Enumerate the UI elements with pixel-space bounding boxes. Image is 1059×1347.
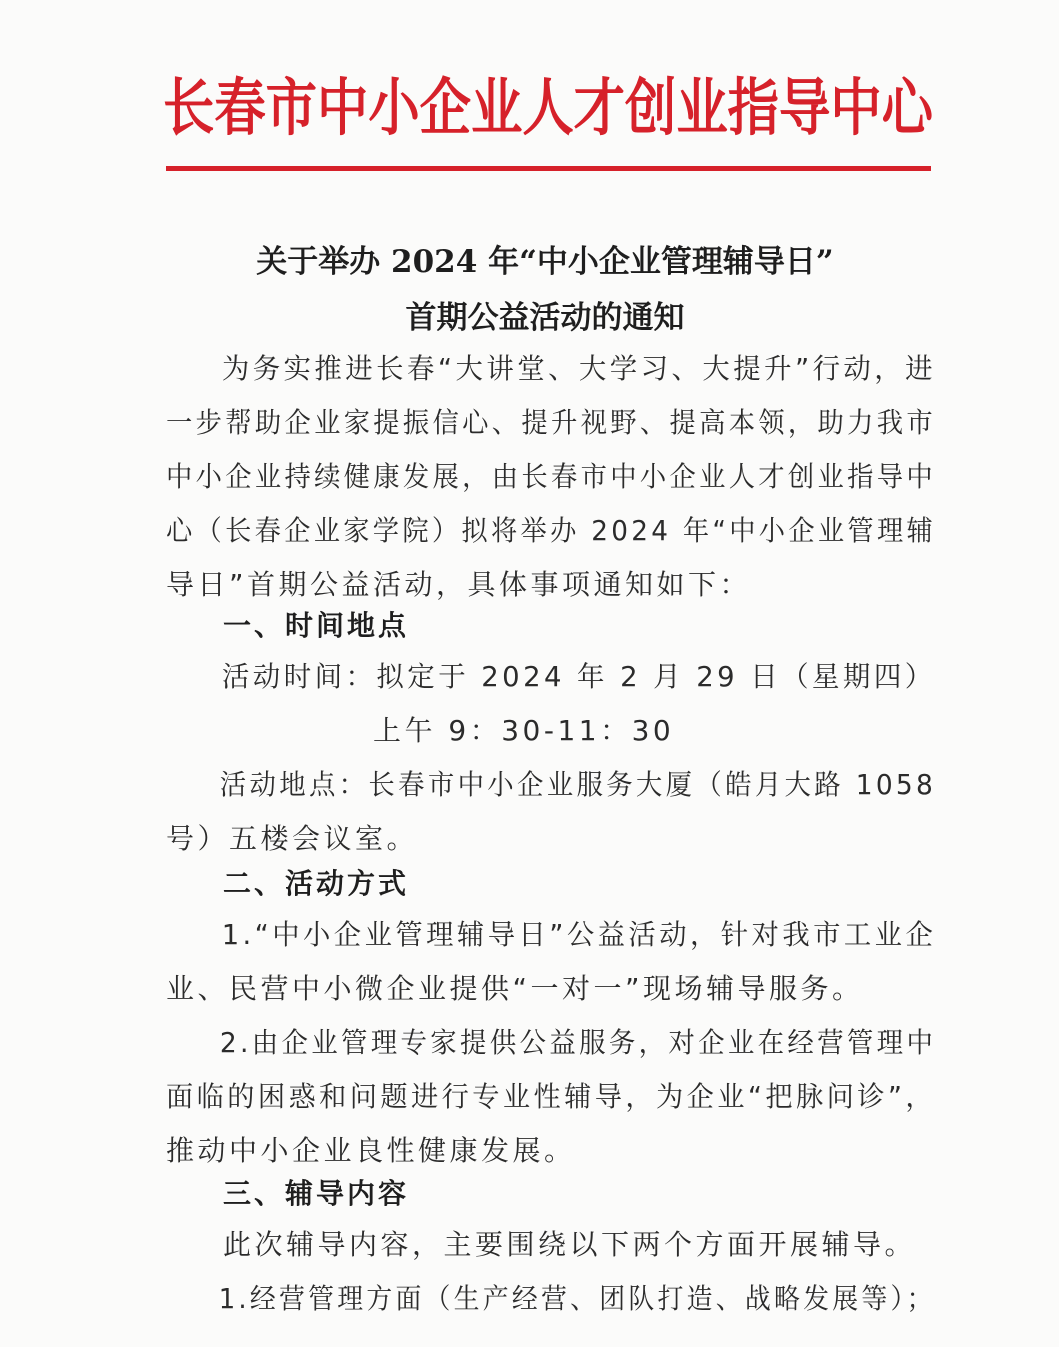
intro-paragraph (166, 342, 936, 612)
intro-line: 导日”首期公益活动，具体事项通知如下： (166, 568, 752, 601)
method-item-2-line: 面临的困惑和问题进行专业性辅导，为企业“把脉问诊”， (166, 1080, 937, 1113)
section-2-heading: 二、活动方式 (223, 867, 410, 900)
section-1-heading: 一、时间地点 (223, 609, 410, 642)
intro-line: 一步帮助企业家提振信心、提升视野、提高本领，助力我市 (166, 406, 937, 439)
activity-time-detail: 上午 9：30-11：30 (373, 714, 675, 747)
intro-line: 为务实推进长春“大讲堂、大学习、大提升”行动，进 (221, 352, 937, 385)
notice-title-line-1: 关于举办 2024 年“中小企业管理辅导日” (256, 244, 834, 280)
activity-time-line: 活动时间：拟定于 2024 年 2 月 29 日（星期四） (221, 660, 936, 693)
section-1-body (166, 650, 936, 866)
method-item-1-line: 1.“中小企业管理辅导日”公益活动，针对我市工业企 (221, 918, 937, 951)
section-3-body (166, 1218, 936, 1326)
method-item-2-line: 2.由企业管理专家提供公益服务，对企业在经营管理中 (219, 1026, 937, 1059)
method-item-1-line: 业、民营中小微企业提供“一对一”现场辅导服务。 (166, 972, 864, 1005)
activity-place-detail: 号）五楼会议室。 (166, 822, 419, 855)
section-3-heading: 三、辅导内容 (223, 1177, 410, 1210)
intro-line: 心（长春企业家学院）拟将举办 2024 年“中小企业管理辅 (166, 514, 937, 547)
activity-place-line: 活动地点：长春市中小企业服务大厦（皓月大路 1058 (219, 768, 937, 801)
method-item-2-line: 推动中小企业良性健康发展。 (166, 1134, 576, 1167)
notice-title-line-2: 首期公益活动的通知 (405, 300, 685, 336)
intro-line: 中小企业持续健康发展，由长春市中小企业人才创业指导中 (166, 460, 937, 493)
organization-letterhead: 长春市中小企业人才创业指导中心 (163, 71, 934, 144)
content-intro-line: 此次辅导内容，主要围绕以下两个方面开展辅导。 (223, 1228, 917, 1261)
letterhead-red-rule (166, 166, 931, 171)
section-2-body (166, 908, 936, 1178)
content-item-1-line: 1.经营管理方面（生产经营、团队打造、战略发展等）； (218, 1282, 936, 1315)
